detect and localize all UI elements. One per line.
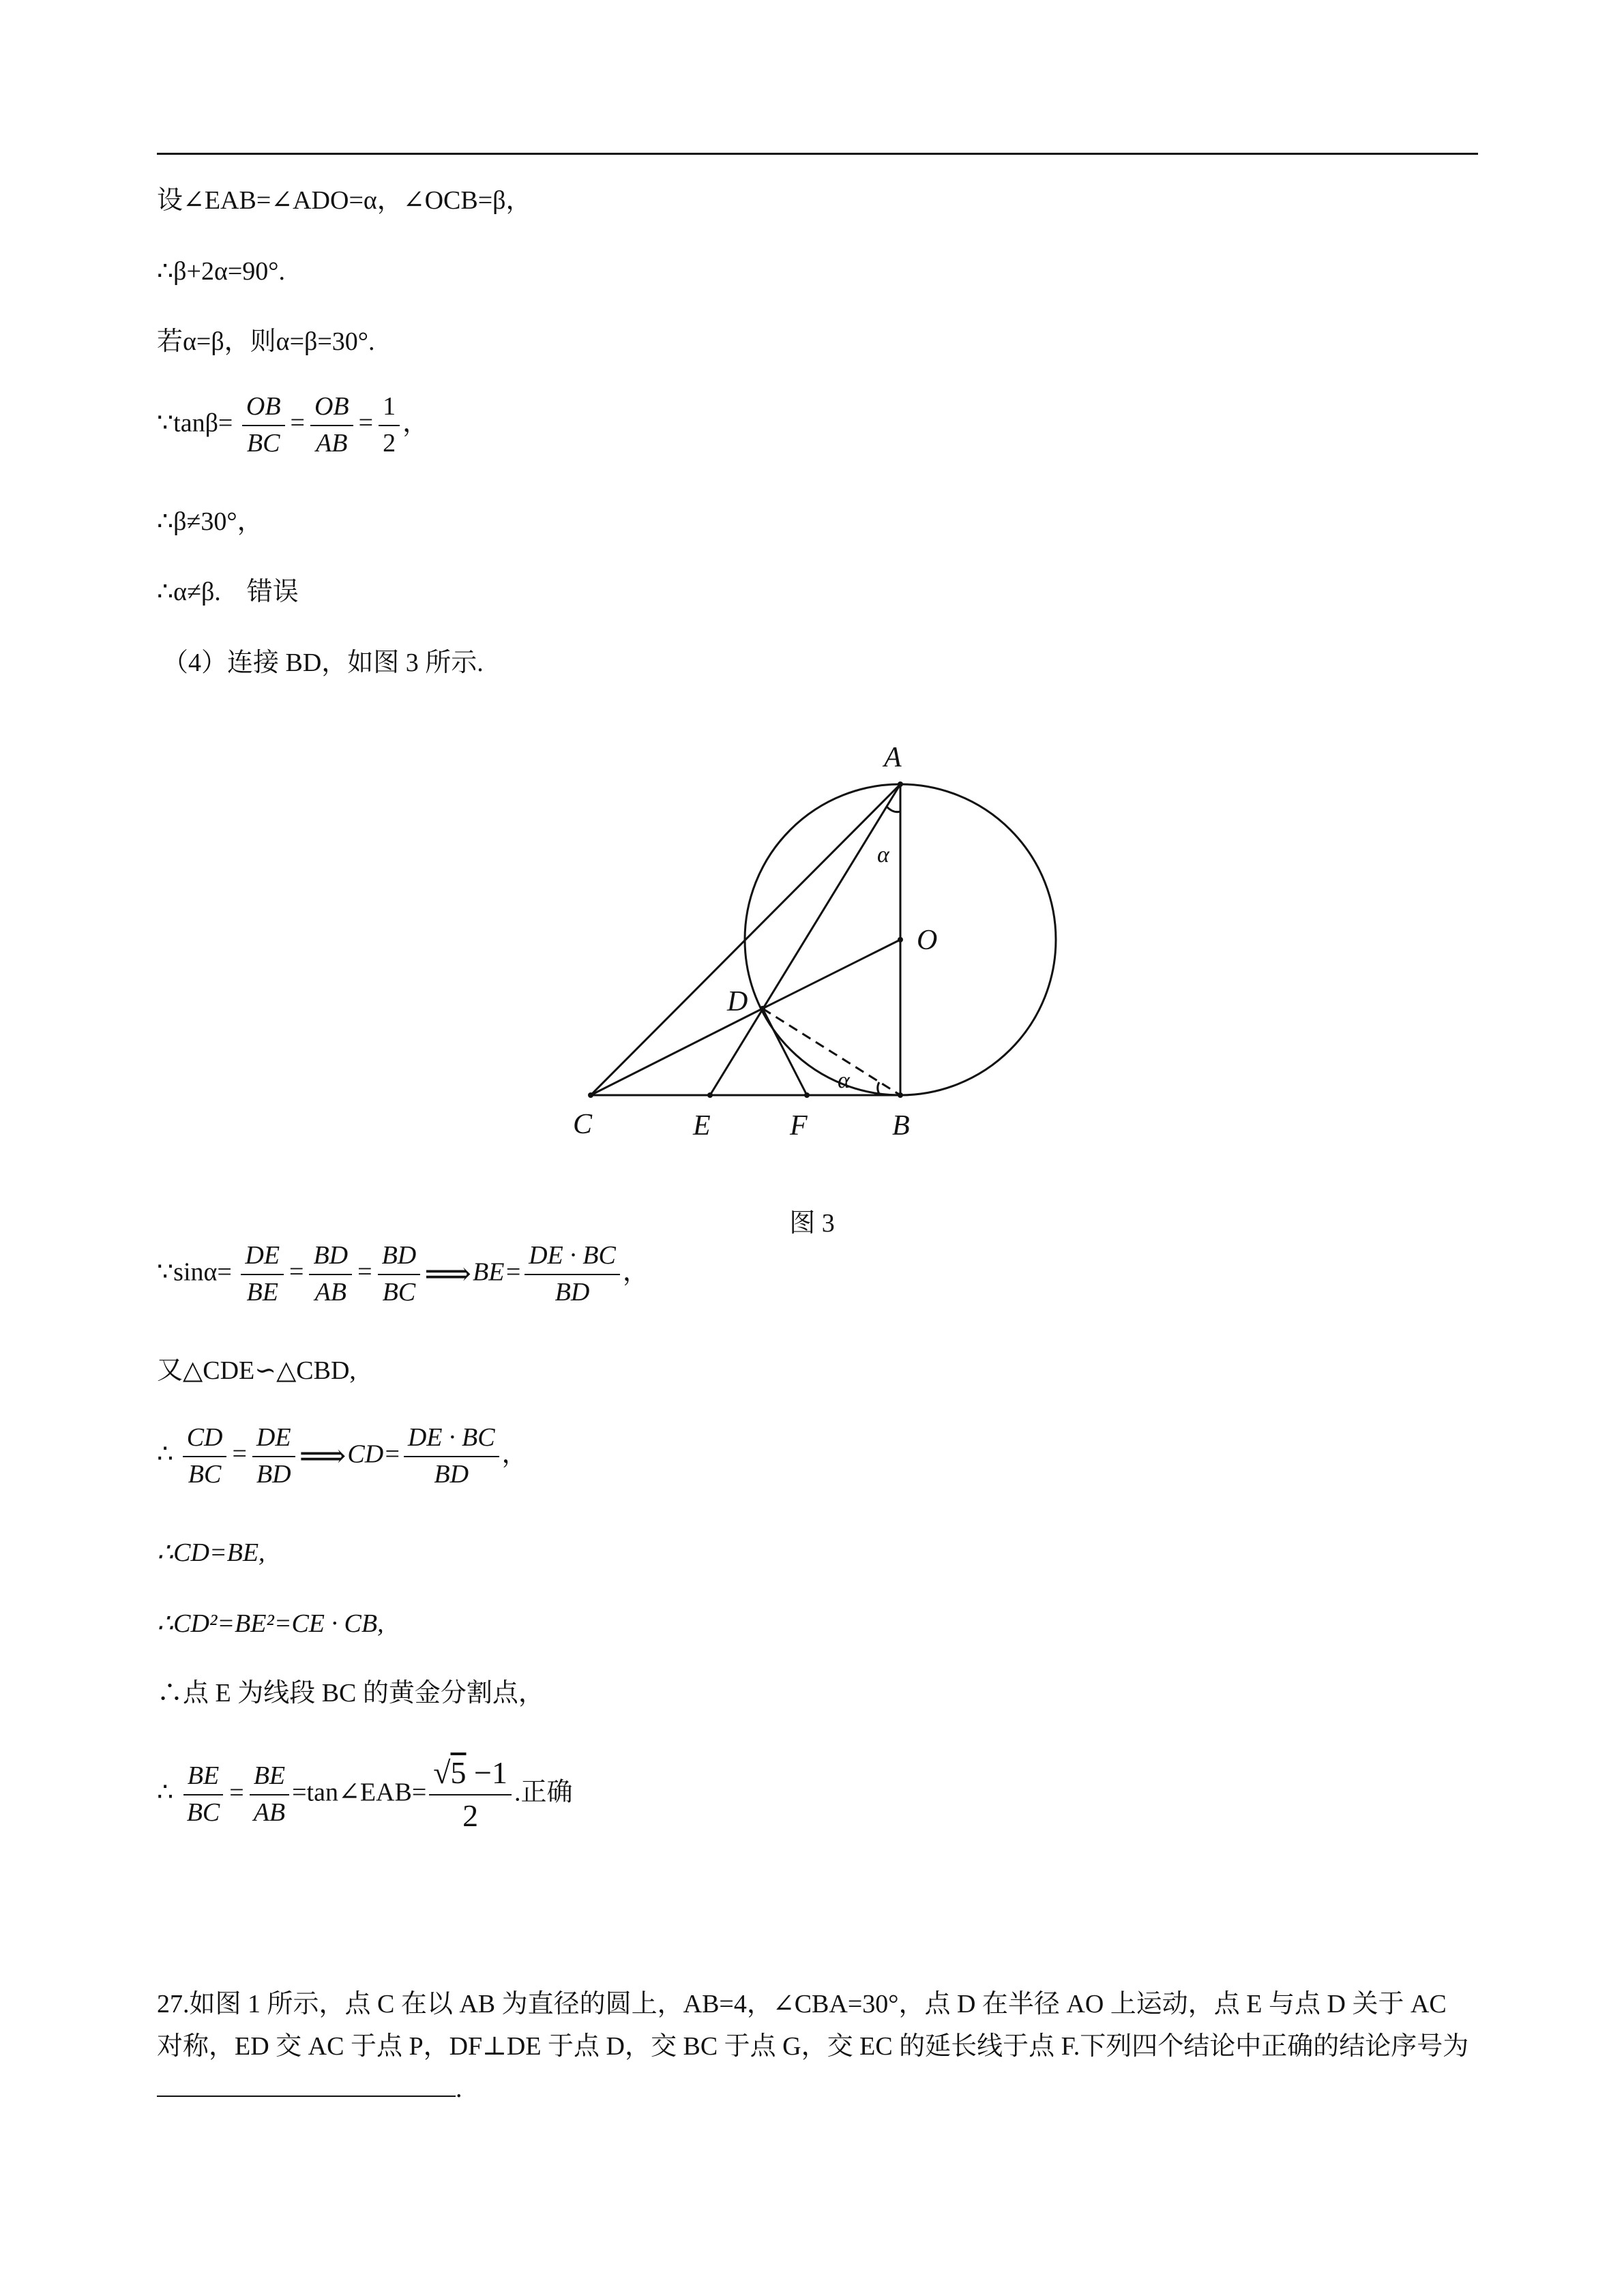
sqrt-radicand: 5 — [450, 1755, 467, 1790]
fraction-denominator: AB — [253, 1798, 286, 1827]
line-alpha-ne-beta: ∴α≠β. 错误 — [157, 578, 299, 606]
label-b: B — [892, 1110, 910, 1142]
answer-blank[interactable] — [157, 2072, 456, 2097]
fraction-denominator: BC — [188, 1459, 222, 1489]
correct-suffix: .正确 — [514, 1778, 573, 1807]
therefore-prefix: ∴ — [157, 1778, 174, 1807]
fraction-denominator: 2 — [383, 428, 396, 458]
fraction-numerator: DE — [241, 1241, 284, 1275]
sin-suffix: ， — [622, 1257, 649, 1287]
fraction-bd-ab — [309, 1241, 352, 1307]
sqrt-sign: √ — [433, 1755, 451, 1790]
fraction-denominator: BC — [186, 1798, 220, 1827]
fraction-debc-bd — [404, 1423, 499, 1489]
fraction-denominator: BE — [246, 1277, 278, 1307]
fraction-bd-bc — [378, 1241, 421, 1307]
tan-eab-equals: =tan∠EAB= — [292, 1778, 427, 1807]
line-sin-alpha — [157, 1241, 649, 1307]
fraction-numerator: DE · BC — [404, 1423, 499, 1457]
equals-sign: = — [229, 1778, 244, 1807]
fraction-numerator: BE — [183, 1761, 223, 1795]
point-e — [707, 1092, 713, 1098]
fraction-denominator: BD — [256, 1459, 291, 1489]
equals-sign: = — [290, 408, 305, 438]
line-similar-triangles: 又△CDE∽△CBD, — [157, 1356, 356, 1385]
equals-sign: = — [232, 1440, 247, 1469]
line-cd-squared: ∴CD²=BE²=CE · CB, — [157, 1609, 384, 1638]
angle-arc-top — [887, 807, 900, 812]
fraction-denominator: BC — [246, 428, 280, 458]
be-equals: BE= — [473, 1257, 522, 1287]
line-beta-ne-30: ∴β≠30°， — [157, 507, 263, 536]
fraction-numerator — [429, 1755, 512, 1795]
equals-sign: = — [357, 1257, 372, 1287]
fraction-de-bd — [252, 1423, 295, 1489]
fraction-numerator: BD — [309, 1241, 352, 1275]
therefore-prefix: ∴ — [157, 1440, 174, 1469]
fraction-cd-bc — [183, 1423, 227, 1489]
segment-df — [763, 1009, 807, 1095]
fraction-denominator: BC — [382, 1277, 416, 1307]
tan-prefix: ∵tanβ= — [157, 408, 233, 438]
line-if-alpha-eq-beta: 若α=β，则α=β=30°. — [157, 327, 375, 356]
label-a: A — [884, 742, 902, 773]
fraction-golden-ratio — [429, 1755, 512, 1834]
line-final-ratio — [157, 1755, 572, 1834]
equals-sign: = — [289, 1257, 304, 1287]
label-d: D — [727, 986, 748, 1017]
point-b — [898, 1092, 903, 1098]
fraction-numerator: CD — [183, 1423, 227, 1457]
segment-db-dashed — [763, 1009, 900, 1095]
fraction-denominator: BD — [434, 1459, 469, 1489]
tan-suffix: ， — [402, 408, 429, 438]
problem-27 — [157, 1983, 1478, 2110]
fraction-denominator: BD — [555, 1277, 590, 1307]
label-alpha-bottom: α — [838, 1068, 850, 1093]
fraction-denominator: AB — [316, 428, 348, 458]
label-c: C — [573, 1109, 593, 1140]
implies-arrow: ⟹ — [299, 1437, 346, 1474]
fraction-denominator: 2 — [462, 1798, 479, 1833]
fraction-numerator: DE · BC — [525, 1241, 620, 1275]
label-f: F — [790, 1110, 808, 1142]
fraction-numerator: OB — [242, 392, 285, 426]
figure-caption: 图 3 — [789, 1209, 835, 1238]
angle-arc-bottom — [878, 1082, 880, 1095]
point-c — [588, 1092, 593, 1098]
implies-arrow: ⟹ — [424, 1255, 472, 1292]
line-cd-ratio — [157, 1423, 528, 1489]
point-o — [898, 937, 903, 942]
segment-ae — [710, 784, 900, 1095]
fraction-be-ab — [250, 1761, 289, 1828]
cd-equals: CD= — [347, 1440, 401, 1469]
minus-one: −1 — [466, 1755, 507, 1790]
line-set-angles: 设∠EAB=∠ADO=α，∠OCB=β， — [157, 186, 532, 215]
cd-suffix: ， — [501, 1440, 528, 1469]
fraction-numerator: OB — [310, 392, 353, 426]
fraction-numerator: BD — [378, 1241, 421, 1275]
problem-27-end: . — [456, 2074, 462, 2103]
segment-ca — [591, 784, 900, 1095]
fraction-denominator: AB — [314, 1277, 347, 1307]
equals-sign: = — [358, 408, 374, 438]
sin-prefix: ∵sinα= — [157, 1257, 232, 1287]
line-part-4: （4）连接 BD，如图 3 所示. — [162, 648, 484, 677]
line-golden-section: ∴点 E 为线段 BC 的黄金分割点， — [157, 1679, 544, 1708]
problem-27-text: 27.如图 1 所示，点 C 在以 AB 为直径的圆上，AB=4，∠CBA=30°，点 D 在半径 AO 上运动，点 E 与点 D 关于 AC 对称，ED 交 AC 于点 P，DF⊥DE 于点 D，交 BC 于点 G，交 EC 的延长线于点 F.下列四个结论中正确的结论序号为 — [157, 1990, 1469, 2061]
fraction-be-bc — [183, 1761, 224, 1828]
line-cd-eq-be: ∴CD=BE, — [157, 1538, 265, 1567]
label-o: O — [917, 925, 938, 956]
line-beta-2alpha: ∴β+2α=90°. — [157, 257, 285, 286]
fraction-debc-bd — [525, 1241, 620, 1307]
point-a — [898, 781, 903, 787]
fraction-numerator: 1 — [379, 392, 400, 426]
point-d — [760, 1006, 765, 1011]
point-f — [804, 1092, 810, 1098]
fraction-de-be — [241, 1241, 284, 1307]
fraction-numerator: BE — [250, 1761, 289, 1795]
label-alpha-top: α — [877, 842, 889, 867]
label-e: E — [693, 1110, 711, 1142]
fraction-numerator: DE — [252, 1423, 295, 1457]
